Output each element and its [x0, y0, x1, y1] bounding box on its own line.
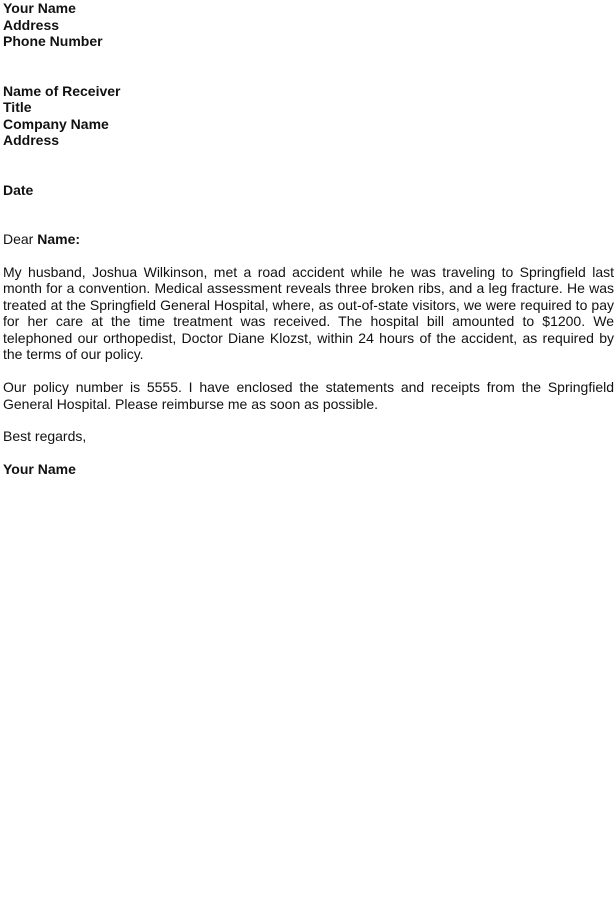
receiver-title: Title: [3, 99, 32, 115]
salutation-name: Name:: [37, 231, 81, 247]
closing: Best regards,: [3, 428, 87, 445]
signature: Your Name: [3, 460, 76, 477]
sender-block: [3, 0, 615, 50]
sender-phone: Phone Number: [3, 33, 103, 49]
letter: [3, 0, 615, 477]
salutation-greeting: Dear: [3, 231, 38, 247]
receiver-company: Company Name: [3, 115, 109, 132]
salutation: [3, 231, 615, 248]
sender-address: Address: [3, 16, 60, 33]
body-paragraph-1: My husband, Joshua Wilkinson, met a road accident while he was traveling to Springfield last month for a convention. Medical assessment reveals three broken ribs, and a leg fracture. He was treated at the Springfield General Hospital, where, as out-of-state visitors, we were required to pay for her care at the time treatment was received. The hospital bill amounted to $1200. We telephoned our orthopedist, Doctor Diane Klozst, within 24 hours of the accident, as required by the terms of our policy.: [3, 263, 614, 363]
receiver-block: [3, 83, 615, 149]
receiver-name: Name of Receiver: [3, 82, 121, 99]
body-paragraph-2: Our policy number is 5555. I have enclosed the statements and receipts from the Springfield General Hospital. Please reimburse me as soon as possible.: [3, 379, 614, 412]
letter-date: Date: [3, 181, 34, 198]
sender-name: Your Name: [3, 0, 76, 16]
receiver-address: Address: [3, 132, 60, 148]
